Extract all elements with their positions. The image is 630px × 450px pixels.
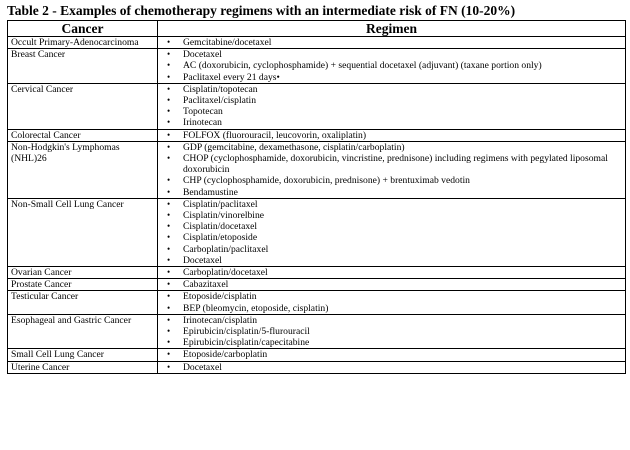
- regimen-text: Paclitaxel every 21 days•: [183, 71, 280, 83]
- bullet-icon: •: [167, 291, 171, 302]
- bullet-icon: •: [167, 37, 171, 47]
- regimen-text: Carboplatin/docetaxel: [183, 267, 268, 279]
- regimen-item: [158, 232, 625, 243]
- regimen-text: Epirubicin/cisplatin/capecitabine: [183, 337, 310, 349]
- cancer-cell: Occult Primary-Adenocarcinoma: [8, 37, 158, 49]
- regimen-cell: [158, 267, 626, 279]
- regimen-list: [158, 142, 625, 198]
- regimen-item: [158, 72, 625, 83]
- regimen-text: Cabazitaxel: [183, 279, 229, 291]
- table-title: Table 2 - Examples of chemotherapy regimens with an intermediate risk of FN (10-20%): [7, 3, 516, 18]
- bullet-icon: •: [167, 153, 171, 164]
- bullet-icon: •: [167, 117, 171, 128]
- regimen-cell: [158, 49, 626, 84]
- bullet-icon: •: [167, 141, 171, 152]
- table-row: [8, 279, 626, 291]
- regimen-item: [158, 210, 625, 221]
- regimen-text: GDP (gemcitabine, dexamethasone, cisplatin/carboplatin): [183, 141, 405, 153]
- regimen-item: [158, 106, 625, 117]
- table-row: [8, 141, 626, 198]
- regimen-item: [158, 303, 625, 314]
- regimen-text: AC (doxorubicin, cyclophosphamide) + sequential docetaxel (adjuvant) (taxane portion only): [183, 60, 542, 72]
- regimen-cell: [158, 83, 626, 129]
- regimen-cell: [158, 198, 626, 266]
- regimen-text: Paclitaxel/cisplatin: [183, 95, 256, 107]
- bullet-icon: •: [167, 198, 171, 209]
- regimen-cell: [158, 361, 626, 373]
- regimen-text: Cisplatin/vinorelbine: [183, 210, 265, 222]
- regimen-item: [158, 349, 625, 360]
- bullet-icon: •: [167, 106, 171, 117]
- regimen-item: [158, 142, 625, 153]
- regimen-item: [158, 221, 625, 232]
- regimen-item: [158, 362, 625, 373]
- regimen-item: [158, 255, 625, 266]
- table-row: [8, 198, 626, 266]
- regimen-item: [158, 175, 625, 186]
- cancer-cell: Breast Cancer: [8, 49, 158, 84]
- table-row: [8, 291, 626, 314]
- regimen-item: [158, 187, 625, 198]
- regimen-item: [158, 244, 625, 255]
- regimen-list: [158, 291, 625, 313]
- regimen-item: [158, 326, 625, 337]
- bullet-icon: •: [167, 210, 171, 221]
- regimen-text: Cisplatin/topotecan: [183, 83, 258, 95]
- bullet-icon: •: [167, 349, 171, 360]
- cancer-cell: Cervical Cancer: [8, 83, 158, 129]
- regimen-cell: [158, 279, 626, 291]
- header-cancer: Cancer: [8, 21, 158, 37]
- regimen-list: [158, 84, 625, 129]
- regimen-list: [158, 130, 625, 141]
- regimen-item: [158, 95, 625, 106]
- table-row: [8, 129, 626, 141]
- regimen-item: [158, 117, 625, 128]
- cancer-cell: Uterine Cancer: [8, 361, 158, 373]
- table-body: [8, 37, 626, 374]
- bullet-icon: •: [167, 232, 171, 243]
- table-row: [8, 267, 626, 279]
- regimen-cell: [158, 314, 626, 349]
- regimen-table: [7, 20, 626, 374]
- regimen-cell: [158, 141, 626, 198]
- bullet-icon: •: [167, 254, 171, 265]
- cancer-cell: Non-Small Cell Lung Cancer: [8, 198, 158, 266]
- regimen-list: [158, 362, 625, 373]
- regimen-text: Docetaxel: [183, 361, 222, 373]
- regimen-list: [158, 199, 625, 266]
- regimen-item: [158, 199, 625, 210]
- bullet-icon: •: [167, 49, 171, 60]
- cancer-cell: Non-Hodgkin's Lymphomas (NHL)26: [8, 141, 158, 198]
- bullet-icon: •: [167, 71, 171, 82]
- bullet-icon: •: [167, 95, 171, 106]
- cancer-cell: Prostate Cancer: [8, 279, 158, 291]
- bullet-icon: •: [167, 221, 171, 232]
- regimen-item: [158, 279, 625, 290]
- bullet-icon: •: [167, 337, 171, 348]
- bullet-icon: •: [167, 279, 171, 290]
- table-row: [8, 37, 626, 49]
- regimen-text: Cisplatin/docetaxel: [183, 221, 258, 233]
- bullet-icon: •: [167, 302, 171, 313]
- regimen-text: Epirubicin/cisplatin/5-flurouracil: [183, 326, 310, 338]
- regimen-list: [158, 279, 625, 290]
- bullet-icon: •: [167, 243, 171, 254]
- regimen-cell: [158, 291, 626, 314]
- cancer-cell: Ovarian Cancer: [8, 267, 158, 279]
- regimen-item: [158, 291, 625, 302]
- table-row: [8, 49, 626, 84]
- bullet-icon: •: [167, 129, 171, 140]
- regimen-text: CHP (cyclophosphamide, doxorubicin, prednisone) + brentuximab vedotin: [183, 175, 470, 187]
- regimen-cell: [158, 129, 626, 141]
- bullet-icon: •: [167, 361, 171, 372]
- regimen-list: [158, 49, 625, 83]
- regimen-text: Carboplatin/paclitaxel: [183, 243, 269, 255]
- bullet-icon: •: [167, 83, 171, 94]
- regimen-item: [158, 153, 625, 175]
- cancer-cell: Colorectal Cancer: [8, 129, 158, 141]
- regimen-item: [158, 84, 625, 95]
- regimen-cell: [158, 349, 626, 361]
- bullet-icon: •: [167, 326, 171, 337]
- regimen-list: [158, 267, 625, 278]
- regimen-item: [158, 130, 625, 141]
- cancer-cell: Testicular Cancer: [8, 291, 158, 314]
- regimen-text: Cisplatin/paclitaxel: [183, 198, 258, 210]
- regimen-list: [158, 37, 625, 48]
- regimen-text: CHOP (cyclophosphamide, doxorubicin, vincristine, prednisone) including regimens with pegylated liposomal doxorubicin: [183, 153, 608, 176]
- table-row: [8, 83, 626, 129]
- regimen-list: [158, 349, 625, 360]
- regimen-item: [158, 60, 625, 71]
- regimen-item: [158, 37, 625, 48]
- bullet-icon: •: [167, 60, 171, 71]
- regimen-text: Etoposide/cisplatin: [183, 291, 257, 303]
- cancer-cell: Esophageal and Gastric Cancer: [8, 314, 158, 349]
- regimen-list: [158, 315, 625, 349]
- cancer-cell: Small Cell Lung Cancer: [8, 349, 158, 361]
- table-header-row: [8, 21, 626, 37]
- regimen-text: Bendamustine: [183, 186, 238, 198]
- regimen-text: Topotecan: [183, 106, 223, 118]
- regimen-item: [158, 315, 625, 326]
- table-row: [8, 314, 626, 349]
- regimen-text: FOLFOX (fluorouracil, leucovorin, oxaliplatin): [183, 129, 367, 141]
- regimen-text: Irinotecan: [183, 117, 222, 129]
- regimen-cell: [158, 37, 626, 49]
- regimen-item: [158, 49, 625, 60]
- bullet-icon: •: [167, 186, 171, 197]
- regimen-text: Etoposide/carboplatin: [183, 349, 268, 361]
- regimen-item: [158, 337, 625, 348]
- regimen-text: Gemcitabine/docetaxel: [183, 37, 272, 48]
- table-row: [8, 361, 626, 373]
- regimen-text: Docetaxel: [183, 254, 222, 266]
- regimen-text: BEP (bleomycin, etoposide, cisplatin): [183, 302, 329, 314]
- header-regimen: Regimen: [158, 21, 626, 37]
- table-row: [8, 349, 626, 361]
- regimen-item: [158, 267, 625, 278]
- regimen-text: Cisplatin/etoposide: [183, 232, 258, 244]
- bullet-icon: •: [167, 267, 171, 278]
- bullet-icon: •: [167, 175, 171, 186]
- bullet-icon: •: [167, 314, 171, 325]
- regimen-text: Irinotecan/cisplatin: [183, 314, 258, 326]
- regimen-text: Docetaxel: [183, 49, 222, 61]
